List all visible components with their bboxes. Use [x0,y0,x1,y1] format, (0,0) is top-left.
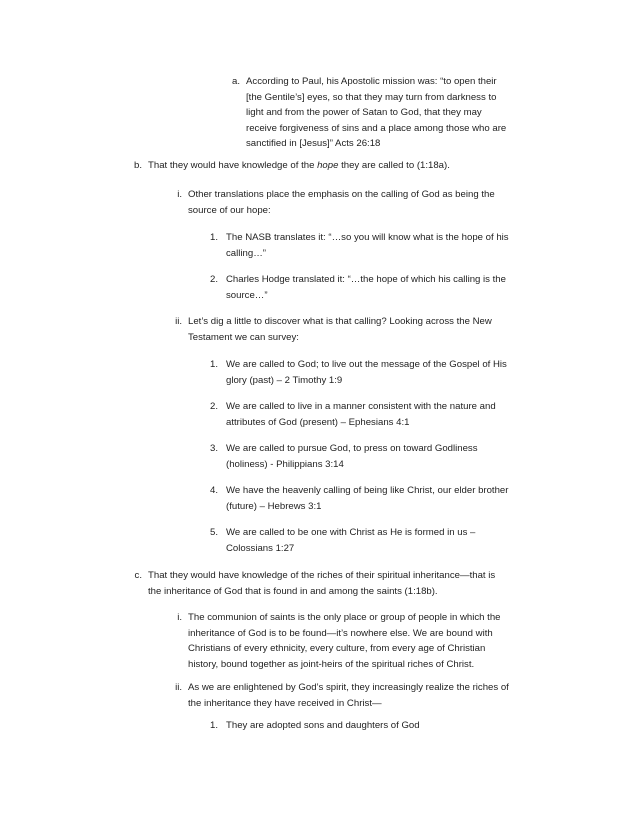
list-marker: a. [231,76,240,87]
text-fragment: That they would have knowledge of the [148,160,318,171]
list-item-b-ii-1 [209,357,545,388]
text-line: receive forgiveness of sins and a place among those who are [246,122,507,134]
text-line: [the Gentile’s] eyes, so that they may turn from darkness to [246,91,497,103]
list-item-c-i-communion [177,610,545,672]
text-line: As we are enlightened by God’s spirit, they increasingly realize the riches of [188,682,509,693]
list-item-a-apostolic-mission [231,74,548,152]
list-item-b-ii-calling [175,314,545,345]
text-line: The communion of saints is the only place or group of people in which the [188,612,501,623]
text-line: Other translations place the emphasis on the calling of God as being the [188,189,495,200]
list-marker: 1. [209,720,218,731]
list-marker: i. [177,612,182,623]
text-fragment: they are called to (1:18a). [338,160,450,171]
list-item-b-i-2-hodge [209,272,545,303]
text-line: (future) – Hebrews 3:1 [226,500,322,512]
text-line: glory (past) – 2 Timothy 1:9 [226,374,343,386]
text-line: The NASB translates it: “…so you will know what is the hope of his [226,232,509,243]
text-line: According to Paul, his Apostolic mission was: “to open their [246,76,497,87]
text-line: We are called to be one with Christ as He is formed in us – [226,527,476,538]
text-line: (holiness) - Philippians 3:14 [226,458,344,470]
text-line: Let’s dig a little to discover what is that calling? Looking across the New [188,316,492,327]
list-item-b-ii-3 [209,441,545,472]
text-line: source of our hope: [188,204,271,216]
list-item-c-ii-enlightened [175,680,545,711]
text-line: We are called to live in a manner consistent with the nature and [226,401,496,412]
list-marker: 5. [209,527,218,538]
list-marker: 4. [209,485,218,496]
emphasis-text: hope [317,160,339,171]
text-line: We are called to pursue God, to press on toward Godliness [226,443,478,454]
text-line: history, bound together as joint-heirs of the spiritual riches of Christ. [188,658,475,670]
list-marker: b. [133,160,142,171]
text-line: We have the heavenly calling of being like Christ, our elder brother [226,485,509,496]
text-line: That they would have knowledge of the riches of their spiritual inheritance—that is [148,570,496,581]
list-marker: 2. [209,274,218,285]
text-line: the inheritance they have received in Christ— [188,697,382,709]
text-line: inheritance of God is to be found—it’s nowhere else. We are bound with [188,627,493,639]
list-marker: 1. [209,359,218,370]
text-line: the inheritance of God that is found in and among the saints (1:18b). [148,585,438,597]
list-item-b-i-translations [177,187,545,218]
text-line: attributes of God (present) – Ephesians 4:1 [226,416,410,428]
text-line: sanctified in [Jesus]” Acts 26:18 [246,138,381,149]
list-marker: 1. [209,232,218,243]
list-item-b-hope [133,158,568,174]
list-item-c-ii-1-adopted [209,718,545,734]
text-line [148,158,568,174]
list-marker: ii. [175,682,182,693]
text-line: Christians of every ethnicity, every culture, from every age of Christian [188,643,486,654]
list-item-b-ii-4 [209,483,545,514]
list-marker: i. [177,189,182,200]
text-line: calling…” [226,247,266,259]
text-line: Charles Hodge translated it: “…the hope of which his calling is the [226,274,506,285]
text-line: Colossians 1:27 [226,542,295,554]
text-line: source…” [226,289,268,301]
text-line: We are called to God; to live out the message of the Gospel of His [226,359,507,370]
list-marker: 3. [209,443,218,454]
list-item-b-ii-2 [209,399,545,430]
list-marker: ii. [175,316,182,327]
list-marker: c. [134,570,142,581]
list-item-b-i-1-nasb [209,230,545,261]
text-line: light and from the power of Satan to God, that they may [246,107,482,118]
text-line: They are adopted sons and daughters of God [226,720,420,731]
list-item-b-ii-5 [209,525,545,556]
list-marker: 2. [209,401,218,412]
text-line: Testament we can survey: [188,331,299,343]
list-item-c-inheritance [134,568,545,599]
